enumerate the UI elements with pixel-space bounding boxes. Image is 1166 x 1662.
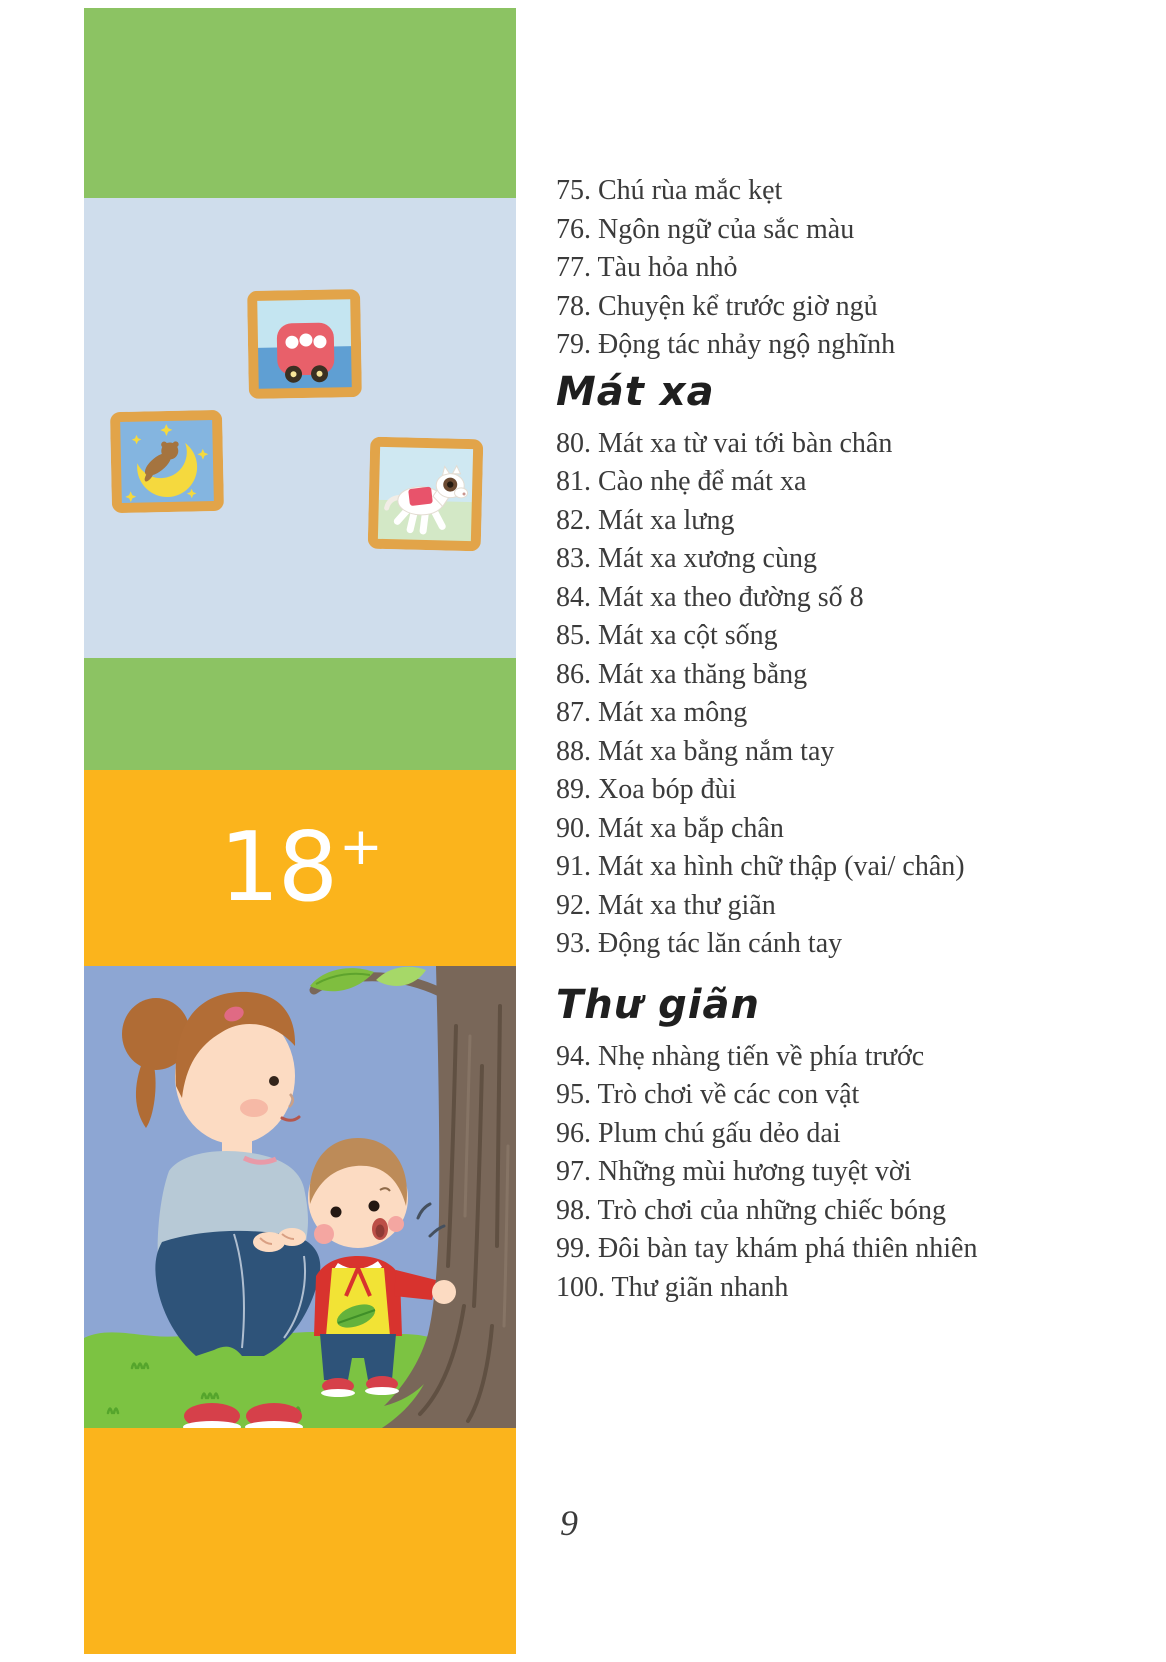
age-badge-band (84, 770, 516, 966)
toc-massage-list (556, 425, 1156, 964)
toc-item: 99. Đôi bàn tay khám phá thiên nhiên (556, 1233, 978, 1264)
toc-item: 81. Cào nhẹ để mát xa (556, 466, 807, 497)
toc-item: 75. Chú rùa mắc kẹt (556, 175, 783, 206)
toc-item: 82. Mát xa lưng (556, 504, 735, 536)
toc-item: 90. Mát xa bắp chân (556, 812, 784, 844)
sidebar-green-band-top (84, 8, 516, 198)
toc-item: 93. Động tác lăn cánh tay (556, 928, 843, 959)
toc-item: 76. Ngôn ngữ của sắc màu (556, 213, 855, 245)
toc-item: 83. Mát xa xương cùng (556, 543, 817, 574)
toc-item: 88. Mát xa bằng nắm tay (556, 735, 835, 767)
toc-item: 97. Những mùi hương tuyệt vời (556, 1156, 912, 1187)
toc-section-header-relax: Thư giãn (556, 981, 760, 1028)
toc-item: 98. Trò chơi của những chiếc bóng (556, 1194, 947, 1226)
toc-item: 85. Mát xa cột sống (556, 620, 778, 651)
pony-picture (368, 437, 484, 552)
toc-item: 84. Mát xa theo đường số 8 (556, 581, 864, 613)
page-number: 9 (560, 1503, 578, 1543)
mother-baby-tree-illustration (84, 966, 516, 1428)
toc-intro-list (556, 172, 1156, 365)
toc-relax-list (556, 1038, 1156, 1308)
age-badge-plus: + (339, 816, 381, 877)
toc-item: 89. Xoa bóp đùi (556, 774, 737, 805)
sidebar-yellow-band-bottom (84, 1428, 516, 1654)
sidebar-picture-gallery (84, 198, 516, 658)
toc-item: 78. Chuyện kể trước giờ ngủ (556, 290, 878, 322)
red-bus-picture (247, 289, 362, 399)
toc-item: 100. Thư giãn nhanh (556, 1271, 789, 1303)
sidebar-green-band-middle (84, 658, 516, 770)
toc-item: 80. Mát xa từ vai tới bàn chân (556, 427, 893, 459)
table-of-contents (556, 172, 1156, 1307)
moon-bear-picture (110, 410, 224, 513)
toc-section-header-massage: Mát xa (556, 368, 715, 415)
decorative-sidebar (84, 8, 516, 1654)
toc-item: 79. Động tác nhảy ngộ nghĩnh (556, 329, 896, 360)
toc-item: 96. Plum chú gấu dẻo dai (556, 1117, 841, 1149)
toc-item: 86. Mát xa thăng bằng (556, 658, 808, 690)
toc-item: 92. Mát xa thư giãn (556, 889, 776, 921)
age-badge-number: 18 (219, 812, 337, 923)
toc-item: 95. Trò chơi về các con vật (556, 1079, 860, 1110)
toc-item: 94. Nhẹ nhàng tiến về phía trước (556, 1040, 925, 1072)
toc-item: 87. Mát xa mông (556, 697, 748, 728)
age-badge (219, 812, 381, 923)
toc-item: 91. Mát xa hình chữ thập (vai/ chân) (556, 851, 965, 882)
toc-item: 77. Tàu hỏa nhỏ (556, 252, 738, 283)
